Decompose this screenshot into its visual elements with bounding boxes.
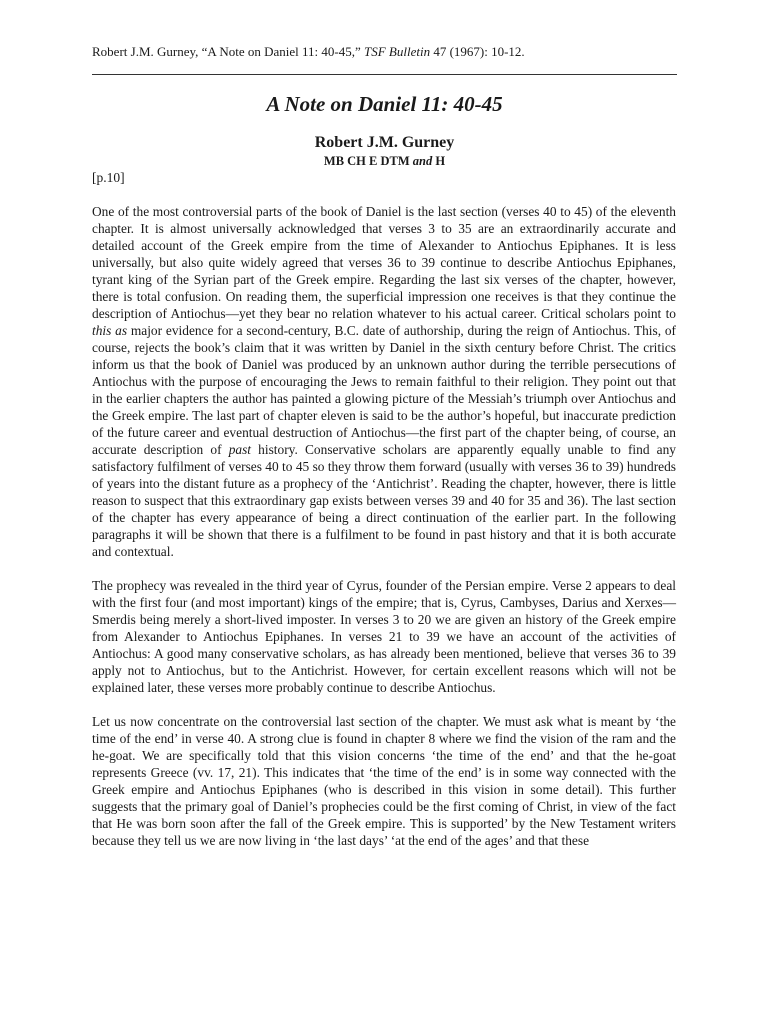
- paragraph-1-text-a: One of the most controversial parts of the book of Daniel is the last section (verses 40 to 45) of the eleventh chapter. It is almost universally acknowledged that verses 3 to 35 are an extraordinarily accurate and detailed account of the Greek empire from the time of Alexander to Antiochus Epiphanes. It is less universally, but also quite widely agreed that verses 36 to 39 continue to describe Antiochus Epiphanes, tyrant king of the Syrian part of the Greek empire. Regarding the last six verses of the chapter, however, there is total confusion. On reading them, the superficial impression one receives is that they continue the description of Antiochus—yet they bear no relation whatever to his actual career. Critical scholars point to: [92, 204, 676, 321]
- article-body: [92, 203, 676, 866]
- citation-suffix: 47 (1967): 10-12.: [433, 44, 525, 59]
- journal-name: TSF Bulletin: [363, 44, 431, 59]
- citation-prefix: Robert J.M. Gurney, “A Note on Daniel 11: 40-45,”: [92, 44, 361, 59]
- qualifications-and: and: [412, 154, 433, 168]
- paragraph-2: The prophecy was revealed in the third year of Cyrus, founder of the Persian empire. Verse 2 appears to deal with the first four (and most important) kings of the empire; that is, Cyrus, Cambyses, Darius and Xerxes—Smerdis being merely a short-lived imposter. In verses 3 to 20 we are given an history of the Greek empire from Alexander to Antiochus Epiphanes. In verses 21 to 39 we have an account of the activities of Antiochus: A good many conservative scholars, as has already been mentioned, believe that verses 36 to 39 apply not to Antiochus, but to the Antichrist. However, for certain excellent reasons which will not be explained later, these verses more probably continue to describe Antiochus.: [92, 578, 676, 695]
- paragraph-1-text-c: history. Conservative scholars are apparently equally unable to find any satisfactory fulfilment of verses 40 to 45 so they throw them forward (usually with verses 36 to 39) hundreds of years into the distant future as a prophecy of the ‘Antichrist’. Reading the chapter, however, there is little reason to suspect that this extraordinary gap exists between verses 39 and 40 for 35 and 36). The last section of the chapter has every appearance of being a direct continuation of the earlier part. In the following paragraphs it will be shown that there is a fulfilment to be found in past history and that it is both accurate and contextual.: [92, 442, 677, 559]
- paragraph-1: [92, 203, 676, 560]
- qualifications-post: H: [435, 154, 446, 168]
- author-name: Robert J.M. Gurney: [314, 134, 455, 151]
- paragraph-1-emphasis-2: past: [228, 442, 252, 457]
- author-qualifications: [92, 154, 677, 169]
- qualifications-pre: MB CH E DTM: [323, 154, 410, 168]
- paragraph-1-text-b: major evidence for a second-century, B.C. date of authorship, during the reign of Antiochus. This, of course, rejects the book’s claim that it was written by Daniel in the sixth century before Christ. The critics inform us that the book of Daniel was produced by an unknown author during the terrible persecutions of Antiochus with the purpose of encouraging the Jews to remain faithful to their religion. They point out that in the earlier chapters the author has painted a glowing picture of the Messiah’s triumph over Antiochus and the Greek empire. The last part of chapter eleven is said to be the author’s hopeful, but inaccurate prediction of the future career and eventual destruction of Antiochus—the first part of the chapter being, of course, an accurate description of: [92, 323, 677, 457]
- paragraph-1-emphasis-1: this as: [92, 323, 128, 338]
- page-reference: [p.10]: [92, 170, 125, 185]
- citation-header: [92, 44, 525, 60]
- header-divider: [92, 74, 677, 75]
- article-title: A Note on Daniel 11: 40-45: [266, 92, 503, 116]
- paragraph-3: Let us now concentrate on the controversial last section of the chapter. We must ask what is meant by ‘the time of the end’ in verse 40. A strong clue is found in chapter 8 where we find the vision of the ram and the he-goat. We are specifically told that this vision concerns ‘the time of the end’ and that the he-goat represents Greece (vv. 17, 21). This indicates that ‘the time of the end’ is in some way connected with the Greek empire and Antiochus Epiphanes (who is described in this vision in some detail). This further suggests that the primary goal of Daniel’s prophecies could be the first coming of Christ, in view of the fact that He was born soon after the fall of the Greek empire. This is supported’ by the New Testament writers because they tell us we are now living in ‘the last days’ ‘at the end of the ages’ and that these: [92, 714, 676, 848]
